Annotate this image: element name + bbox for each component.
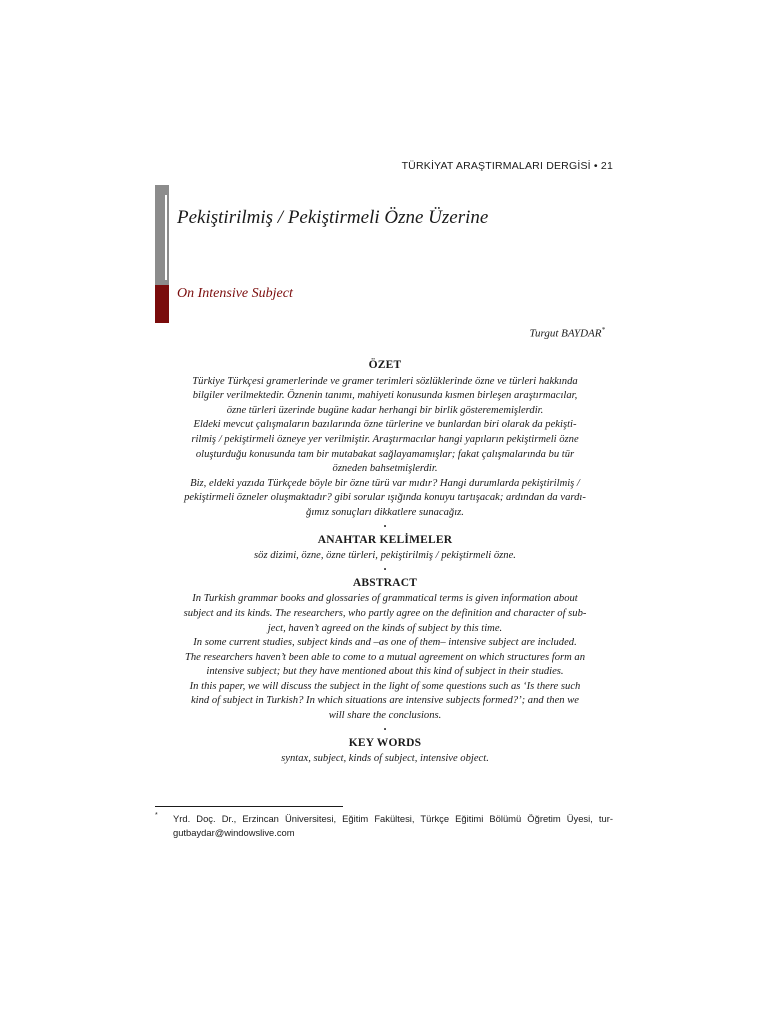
ozet-line: Biz, eldeki yazıda Türkçede böyle bir özne türü var mıdır? Hangi durumlarda pekiştirilmiş /: [190, 477, 580, 489]
ozet-line: pekiştirmeli özneler oluşmaktadır? gibi sorular ışığında konuyu tartışacak; ardından da vardı-: [184, 492, 586, 504]
footnote-text: Yrd. Doç. Dr., Erzincan Üniversitesi, Eğitim Fakültesi, Türkçe Eğitimi Bölümü Öğretim Üyesi, tur-gutbaydar@windowslive.com: [173, 813, 613, 838]
ozet-line: bilgiler verilmektedir. Öznenin tanımı, mahiyeti konusunda kısmen birleşen araştırmacılar,: [192, 390, 578, 402]
footnote-divider: [155, 806, 343, 807]
title-bar-red: [155, 285, 169, 323]
abstract-line: ject, haven’t agreed on the kinds of subject by this time.: [267, 622, 503, 634]
header-bullet: •: [593, 160, 598, 172]
article-title: Pekiştirilmiş / Pekiştirmeli Özne Üzerine: [177, 207, 489, 228]
separator-bullet: •: [383, 521, 387, 531]
abstract-block: [160, 358, 610, 767]
ozet-line: Eldeki mevcut çalışmaların bazılarında özne türlerine ve bunlardan biri olarak da pekişti-: [193, 419, 577, 431]
abstract-heading: ABSTRACT: [352, 576, 418, 589]
ozet-line: rilmiş / pekiştirmeli özneye yer verilmiştir. Araştırmacılar hangi yapıların pekiştirmeli özne: [191, 433, 579, 445]
ozet-text: [160, 375, 610, 521]
abstract-line: The researchers haven’t been able to come to a mutual agreement on which structures form an: [184, 651, 586, 663]
page-number: 21: [600, 160, 613, 172]
title-bar-line: [165, 195, 167, 280]
abstract-text: [160, 592, 610, 723]
running-header: [402, 160, 613, 172]
abstract-line: In some current studies, subject kinds and –as one of them– intensive subject are included.: [193, 637, 577, 649]
ozet-line: oluşturduğu konusunda tam bir mutabakat sağlayamamışlar; fakat çalışmalarında bu tür: [195, 448, 575, 460]
anahtar-heading: ANAHTAR KELİMELER: [317, 533, 453, 546]
abstract-line: intensive subject; but they have mentioned about this kind of subject in their studies.: [206, 666, 564, 678]
anahtar-text: söz dizimi, özne, özne türleri, pekiştirilmiş / pekiştirmeli özne.: [254, 550, 516, 562]
abstract-line: subject and its kinds. The researchers, who partly agree on the definition and character of sub-: [183, 607, 587, 619]
author-footnote-mark: *: [601, 326, 605, 334]
separator-bullet: •: [383, 564, 387, 574]
keywords-text: syntax, subject, kinds of subject, intensive object.: [281, 753, 489, 765]
ozet-line: özneden bahsetmişlerdir.: [332, 463, 438, 475]
journal-name: TÜRKİYAT ARAŞTIRMALARI DERGİSİ: [401, 160, 591, 172]
ozet-line: özne türleri üzerinde bugüne kadar herhangi bir birlik gösterememişlerdir.: [226, 404, 544, 416]
author-name: Turgut BAYDAR: [529, 327, 602, 340]
author: [529, 326, 605, 340]
article-subtitle: On Intensive Subject: [177, 286, 293, 301]
ozet-line: ğımız sonuçları dikkatlere sunacağız.: [306, 506, 464, 518]
footnote-mark: *: [155, 812, 158, 819]
abstract-line: will share the conclusions.: [328, 710, 442, 722]
footnote: [155, 812, 613, 840]
ozet-line: Türkiye Türkçesi gramerlerinde ve gramer terimleri sözlüklerinde özne ve türleri hakkında: [192, 375, 578, 387]
separator-bullet: •: [383, 724, 387, 734]
abstract-line: kind of subject in Turkish? In which situations are intensive subjects formed?’; and then we: [190, 695, 579, 707]
abstract-line: In this paper, we will discuss the subject in the light of some questions such as ‘Is there such: [189, 680, 581, 692]
abstract-line: In Turkish grammar books and glossaries of grammatical terms is given information about: [192, 593, 578, 605]
ozet-heading: ÖZET: [368, 359, 402, 371]
keywords-heading: KEY WORDS: [348, 736, 422, 749]
